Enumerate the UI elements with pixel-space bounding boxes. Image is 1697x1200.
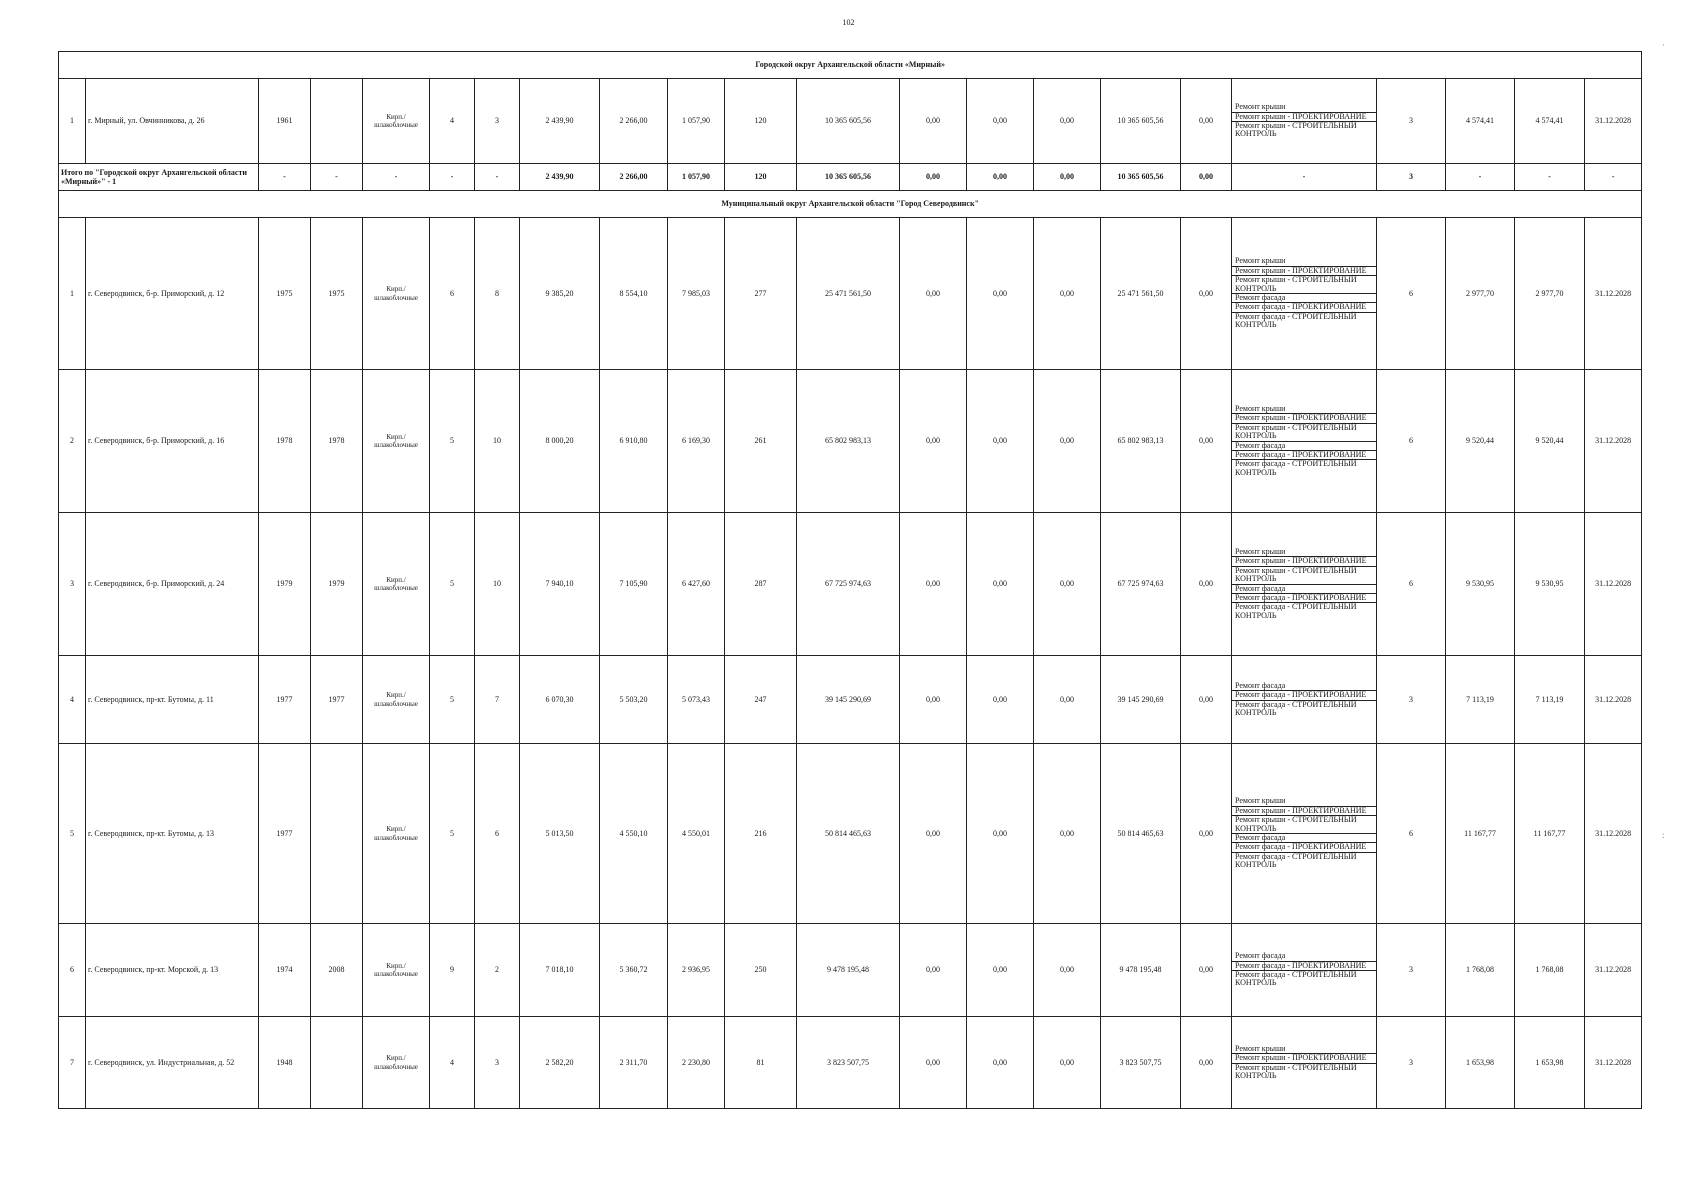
cell-num: 5	[59, 744, 86, 924]
cell-limit-cost: 4 574,41	[1515, 79, 1585, 164]
cell-entrances: 8	[475, 218, 520, 370]
cell-residents: 247	[725, 656, 797, 744]
repair-program-table	[58, 51, 1642, 1109]
section-header-row	[59, 52, 1642, 79]
cell-f5: 0,00	[1181, 744, 1232, 924]
cell-unit-cost: 1 768,08	[1446, 924, 1515, 1017]
works-list	[1232, 952, 1376, 988]
cell-work-count: 3	[1377, 1017, 1446, 1109]
cell-entrances: 3	[475, 1017, 520, 1109]
work-item: Ремонт фасада	[1232, 952, 1376, 961]
cell-deadline: 31.12.2028	[1585, 370, 1642, 513]
cell-floors: 5	[430, 656, 475, 744]
cell-year-reno: 1978	[311, 370, 363, 513]
cell-material: Кирп./ шлакоблочные	[363, 513, 430, 656]
cell-limit-cost: 9 520,44	[1515, 370, 1585, 513]
work-item: Ремонт фасада	[1232, 294, 1376, 303]
cell-address: г. Северодвинск, пр-кт. Бутомы, д. 13	[86, 744, 259, 924]
cell-limit-cost: 11 167,77	[1515, 744, 1585, 924]
cell-material: Кирп./ шлакоблочные	[363, 744, 430, 924]
table-row	[59, 370, 1642, 513]
cell-area-res: 4 550,01	[668, 744, 725, 924]
table-body	[59, 52, 1642, 1109]
cell-entrances: 10	[475, 370, 520, 513]
cell-f4: 67 725 974,63	[1101, 513, 1181, 656]
cell-f5: 0,00	[1181, 656, 1232, 744]
work-item: Ремонт крыши - ПРОЕКТИРОВАНИЕ	[1232, 557, 1376, 566]
cell-work-count: 6	[1377, 218, 1446, 370]
cell-f5: 0,00	[1181, 513, 1232, 656]
cell-f3: 0,00	[1034, 656, 1101, 744]
works-cell	[1232, 924, 1377, 1017]
cell-f3: 0,00	[1034, 79, 1101, 164]
total-work-count: 3	[1377, 164, 1446, 191]
work-item: Ремонт фасада - ПРОЕКТИРОВАНИЕ	[1232, 843, 1376, 852]
cell-f3: 0,00	[1034, 513, 1101, 656]
cell-area-res: 7 985,03	[668, 218, 725, 370]
work-item: Ремонт фасада - СТРОИТЕЛЬНЫЙ КОНТРОЛЬ	[1235, 602, 1357, 620]
cell-num: 7	[59, 1017, 86, 1109]
cell-unit-cost: 7 113,19	[1446, 656, 1515, 744]
cell-area-res: 6 427,60	[668, 513, 725, 656]
table-row	[59, 924, 1642, 1017]
cell-floors: 6	[430, 218, 475, 370]
cell-year-built: 1948	[259, 1017, 311, 1109]
cell-cost-total: 3 823 507,75	[797, 1017, 900, 1109]
cell-entrances: 3	[475, 79, 520, 164]
works-list	[1232, 548, 1376, 620]
work-item: Ремонт фасада - СТРОИТЕЛЬНЫЙ КОНТРОЛЬ	[1235, 311, 1357, 330]
cell-deadline: 31.12.2028	[1585, 218, 1642, 370]
cell-f4: 9 478 195,48	[1101, 924, 1181, 1017]
cell-limit-cost: 1 768,08	[1515, 924, 1585, 1017]
cell-floors: 5	[430, 744, 475, 924]
cell-area-res: 5 073,43	[668, 656, 725, 744]
cell-material: Кирп./ шлакоблочные	[363, 924, 430, 1017]
cell-f1: 0,00	[900, 370, 967, 513]
cell-year-built: 1979	[259, 513, 311, 656]
cell-area-living: 8 554,10	[600, 218, 668, 370]
cell-unit-cost: 9 520,44	[1446, 370, 1515, 513]
cell-area-living: 4 550,10	[600, 744, 668, 924]
cell-area-total: 9 385,20	[520, 218, 600, 370]
total-residents: 120	[725, 164, 797, 191]
cell-material: Кирп./ шлакоблочные	[363, 1017, 430, 1109]
total-label: Итого по "Городской округ Архангельской области «Мирный»" - 1	[59, 164, 259, 191]
section-title: Городской округ Архангельской области «Мирный»	[59, 52, 1642, 79]
works-cell	[1232, 656, 1377, 744]
works-cell	[1232, 218, 1377, 370]
table-row	[59, 513, 1642, 656]
cell-f3: 0,00	[1034, 1017, 1101, 1109]
work-item: Ремонт крыши - ПРОЕКТИРОВАНИЕ	[1232, 807, 1376, 816]
cell-deadline: 31.12.2028	[1585, 1017, 1642, 1109]
cell-f4: 10 365 605,56	[1101, 79, 1181, 164]
cell-address: г. Северодвинск, б-р. Приморский, д. 12	[86, 218, 259, 370]
cell-f2: 0,00	[967, 656, 1034, 744]
cell-entrances: 6	[475, 744, 520, 924]
works-cell	[1232, 513, 1377, 656]
cell-f2: 0,00	[967, 924, 1034, 1017]
cell-entrances: 10	[475, 513, 520, 656]
work-item: Ремонт крыши - СТРОИТЕЛЬНЫЙ КОНТРОЛЬ	[1232, 276, 1376, 294]
cell-num: 2	[59, 370, 86, 513]
cell-address: г. Северодвинск, ул. Индустриальная, д. 52	[86, 1017, 259, 1109]
cell-limit-cost: 9 530,95	[1515, 513, 1585, 656]
cell-year-reno: 1979	[311, 513, 363, 656]
cell-address: г. Северодвинск, пр-кт. Морской, д. 13	[86, 924, 259, 1017]
cell-unit-cost: 11 167,77	[1446, 744, 1515, 924]
works-list	[1232, 103, 1376, 139]
total-dash: -	[1515, 164, 1585, 191]
cell-work-count: 3	[1377, 656, 1446, 744]
cell-area-total: 2 439,90	[520, 79, 600, 164]
cell-area-living: 7 105,90	[600, 513, 668, 656]
table-row	[59, 656, 1642, 744]
cell-year-built: 1974	[259, 924, 311, 1017]
cell-area-total: 8 000,20	[520, 370, 600, 513]
total-f3: 0,00	[1034, 164, 1101, 191]
work-item: Ремонт крыши - ПРОЕКТИРОВАНИЕ	[1232, 414, 1376, 423]
cell-floors: 5	[430, 513, 475, 656]
cell-year-reno: 1977	[311, 656, 363, 744]
total-row	[59, 164, 1642, 191]
cell-area-res: 2 936,95	[668, 924, 725, 1017]
cell-f1: 0,00	[900, 79, 967, 164]
table-row	[59, 744, 1642, 924]
punch-mark: ·	[1662, 40, 1665, 50]
cell-area-total: 5 013,50	[520, 744, 600, 924]
cell-f2: 0,00	[967, 218, 1034, 370]
work-item: Ремонт крыши	[1232, 1045, 1376, 1054]
cell-unit-cost: 1 653,98	[1446, 1017, 1515, 1109]
cell-entrances: 2	[475, 924, 520, 1017]
cell-num: 6	[59, 924, 86, 1017]
cell-residents: 81	[725, 1017, 797, 1109]
cell-residents: 216	[725, 744, 797, 924]
cell-num: 1	[59, 79, 86, 164]
work-item: Ремонт крыши	[1232, 797, 1376, 806]
works-cell	[1232, 1017, 1377, 1109]
cell-address: г. Северодвинск, б-р. Приморский, д. 16	[86, 370, 259, 513]
cell-area-living: 5 503,20	[600, 656, 668, 744]
cell-area-living: 2 266,00	[600, 79, 668, 164]
cell-f1: 0,00	[900, 1017, 967, 1109]
cell-f4: 65 802 983,13	[1101, 370, 1181, 513]
cell-area-total: 7 940,10	[520, 513, 600, 656]
work-item: Ремонт фасада	[1232, 682, 1376, 691]
total-dash: -	[259, 164, 311, 191]
total-f1: 0,00	[900, 164, 967, 191]
cell-f5: 0,00	[1181, 924, 1232, 1017]
cell-deadline: 31.12.2028	[1585, 656, 1642, 744]
work-item: Ремонт крыши	[1232, 103, 1376, 112]
work-item: Ремонт фасада - ПРОЕКТИРОВАНИЕ	[1232, 451, 1376, 460]
cell-address: г. Северодвинск, пр-кт. Бутомы, д. 11	[86, 656, 259, 744]
cell-f2: 0,00	[967, 744, 1034, 924]
total-f2: 0,00	[967, 164, 1034, 191]
cell-residents: 250	[725, 924, 797, 1017]
cell-material: Кирп./ шлакоблочные	[363, 79, 430, 164]
cell-area-total: 2 582,20	[520, 1017, 600, 1109]
work-item: Ремонт крыши - ПРОЕКТИРОВАНИЕ	[1232, 267, 1376, 276]
cell-work-count: 3	[1377, 79, 1446, 164]
cell-f2: 0,00	[967, 513, 1034, 656]
cell-floors: 9	[430, 924, 475, 1017]
work-item: Ремонт крыши - СТРОИТЕЛЬНЫЙ КОНТРОЛЬ	[1232, 424, 1376, 442]
cell-residents: 287	[725, 513, 797, 656]
cell-area-res: 1 057,90	[668, 79, 725, 164]
cell-cost-total: 10 365 605,56	[797, 79, 900, 164]
cell-address: г. Мирный, ул. Овчинникова, д. 26	[86, 79, 259, 164]
work-item: Ремонт крыши - ПРОЕКТИРОВАНИЕ	[1232, 1054, 1376, 1063]
cell-deadline: 31.12.2028	[1585, 924, 1642, 1017]
total-dash: -	[430, 164, 475, 191]
work-item: Ремонт фасада - ПРОЕКТИРОВАНИЕ	[1232, 303, 1376, 312]
cell-material: Кирп./ шлакоблочные	[363, 656, 430, 744]
cell-work-count: 6	[1377, 513, 1446, 656]
cell-year-reno	[311, 79, 363, 164]
cell-f1: 0,00	[900, 513, 967, 656]
cell-f3: 0,00	[1034, 370, 1101, 513]
total-dash: -	[1585, 164, 1642, 191]
cell-f4: 39 145 290,69	[1101, 656, 1181, 744]
section-title: Муниципальный округ Архангельской области "Город Северодвинск"	[59, 191, 1642, 218]
work-item: Ремонт фасада - СТРОИТЕЛЬНЫЙ КОНТРОЛЬ	[1235, 699, 1357, 717]
work-item: Ремонт крыши - СТРОИТЕЛЬНЫЙ КОНТРОЛЬ	[1232, 816, 1376, 834]
cell-cost-total: 9 478 195,48	[797, 924, 900, 1017]
cell-entrances: 7	[475, 656, 520, 744]
cell-address: г. Северодвинск, б-р. Приморский, д. 24	[86, 513, 259, 656]
total-dash: -	[311, 164, 363, 191]
works-cell	[1232, 79, 1377, 164]
cell-f2: 0,00	[967, 1017, 1034, 1109]
cell-residents: 120	[725, 79, 797, 164]
total-dash: -	[1232, 164, 1377, 191]
cell-residents: 277	[725, 218, 797, 370]
cell-area-total: 6 070,30	[520, 656, 600, 744]
cell-year-reno	[311, 1017, 363, 1109]
cell-f4: 50 814 465,63	[1101, 744, 1181, 924]
total-f4: 10 365 605,56	[1101, 164, 1181, 191]
punch-mark: :	[1662, 830, 1665, 840]
cell-floors: 5	[430, 370, 475, 513]
cell-residents: 261	[725, 370, 797, 513]
page-number: 102	[842, 18, 855, 27]
cell-year-built: 1975	[259, 218, 311, 370]
works-list	[1232, 257, 1376, 329]
cell-area-living: 2 311,70	[600, 1017, 668, 1109]
work-item: Ремонт крыши	[1232, 548, 1376, 557]
cell-area-living: 6 910,80	[600, 370, 668, 513]
cell-unit-cost: 9 530,95	[1446, 513, 1515, 656]
cell-area-living: 5 360,72	[600, 924, 668, 1017]
cell-area-res: 2 230,80	[668, 1017, 725, 1109]
total-dash: -	[475, 164, 520, 191]
cell-f1: 0,00	[900, 218, 967, 370]
cell-year-built: 1977	[259, 744, 311, 924]
works-cell	[1232, 744, 1377, 924]
cell-f5: 0,00	[1181, 218, 1232, 370]
cell-material: Кирп./ шлакоблочные	[363, 218, 430, 370]
total-area-living: 2 266,00	[600, 164, 668, 191]
work-item: Ремонт фасада - ПРОЕКТИРОВАНИЕ	[1232, 962, 1376, 971]
cell-f1: 0,00	[900, 656, 967, 744]
total-f5: 0,00	[1181, 164, 1232, 191]
cell-year-built: 1978	[259, 370, 311, 513]
works-list	[1232, 405, 1376, 477]
cell-area-res: 6 169,30	[668, 370, 725, 513]
cell-unit-cost: 4 574,41	[1446, 79, 1515, 164]
work-item: Ремонт фасада	[1232, 834, 1376, 843]
works-list	[1232, 1045, 1376, 1081]
table-row	[59, 79, 1642, 164]
cell-year-reno: 1975	[311, 218, 363, 370]
cell-material: Кирп./ шлакоблочные	[363, 370, 430, 513]
cell-f2: 0,00	[967, 370, 1034, 513]
cell-cost-total: 65 802 983,13	[797, 370, 900, 513]
cell-f5: 0,00	[1181, 1017, 1232, 1109]
work-item: Ремонт крыши	[1232, 405, 1376, 414]
cell-year-reno: 2008	[311, 924, 363, 1017]
works-list	[1232, 797, 1376, 869]
total-cost-total: 10 365 605,56	[797, 164, 900, 191]
cell-year-reno	[311, 744, 363, 924]
work-item: Ремонт фасада	[1232, 442, 1376, 451]
cell-unit-cost: 2 977,70	[1446, 218, 1515, 370]
table-row	[59, 218, 1642, 370]
cell-f1: 0,00	[900, 924, 967, 1017]
cell-cost-total: 50 814 465,63	[797, 744, 900, 924]
work-item: Ремонт фасада - ПРОЕКТИРОВАНИЕ	[1232, 691, 1376, 700]
cell-limit-cost: 2 977,70	[1515, 218, 1585, 370]
cell-f5: 0,00	[1181, 370, 1232, 513]
work-item: Ремонт фасада - СТРОИТЕЛЬНЫЙ КОНТРОЛЬ	[1235, 459, 1357, 477]
cell-deadline: 31.12.2028	[1585, 79, 1642, 164]
total-area-total: 2 439,90	[520, 164, 600, 191]
work-item: Ремонт крыши - СТРОИТЕЛЬНЫЙ КОНТРОЛЬ	[1235, 121, 1357, 139]
cell-floors: 4	[430, 79, 475, 164]
cell-deadline: 31.12.2028	[1585, 744, 1642, 924]
cell-year-built: 1977	[259, 656, 311, 744]
cell-f1: 0,00	[900, 744, 967, 924]
cell-floors: 4	[430, 1017, 475, 1109]
works-list	[1232, 682, 1376, 718]
cell-f3: 0,00	[1034, 744, 1101, 924]
work-item: Ремонт крыши - ПРОЕКТИРОВАНИЕ	[1232, 113, 1376, 122]
cell-f3: 0,00	[1034, 924, 1101, 1017]
work-item: Ремонт фасада	[1232, 585, 1376, 594]
cell-limit-cost: 7 113,19	[1515, 656, 1585, 744]
work-item: Ремонт крыши	[1232, 257, 1376, 266]
cell-work-count: 6	[1377, 370, 1446, 513]
cell-f4: 3 823 507,75	[1101, 1017, 1181, 1109]
cell-deadline: 31.12.2028	[1585, 513, 1642, 656]
cell-work-count: 6	[1377, 744, 1446, 924]
work-item: Ремонт крыши - СТРОИТЕЛЬНЫЙ КОНТРОЛЬ	[1235, 1062, 1357, 1080]
cell-num: 4	[59, 656, 86, 744]
cell-cost-total: 39 145 290,69	[797, 656, 900, 744]
cell-f2: 0,00	[967, 79, 1034, 164]
cell-limit-cost: 1 653,98	[1515, 1017, 1585, 1109]
cell-f5: 0,00	[1181, 79, 1232, 164]
work-item: Ремонт фасада - ПРОЕКТИРОВАНИЕ	[1232, 594, 1376, 603]
cell-cost-total: 25 471 561,50	[797, 218, 900, 370]
work-item: Ремонт фасада - СТРОИТЕЛЬНЫЙ КОНТРОЛЬ	[1235, 970, 1357, 988]
cell-area-total: 7 018,10	[520, 924, 600, 1017]
cell-work-count: 3	[1377, 924, 1446, 1017]
works-cell	[1232, 370, 1377, 513]
section-header-row	[59, 191, 1642, 218]
cell-year-built: 1961	[259, 79, 311, 164]
work-item: Ремонт крыши - СТРОИТЕЛЬНЫЙ КОНТРОЛЬ	[1232, 567, 1376, 585]
cell-f3: 0,00	[1034, 218, 1101, 370]
cell-num: 1	[59, 218, 86, 370]
total-dash: -	[363, 164, 430, 191]
total-dash: -	[1446, 164, 1515, 191]
work-item: Ремонт фасада - СТРОИТЕЛЬНЫЙ КОНТРОЛЬ	[1235, 851, 1357, 870]
cell-cost-total: 67 725 974,63	[797, 513, 900, 656]
cell-f4: 25 471 561,50	[1101, 218, 1181, 370]
table-row	[59, 1017, 1642, 1109]
total-area-res: 1 057,90	[668, 164, 725, 191]
cell-num: 3	[59, 513, 86, 656]
